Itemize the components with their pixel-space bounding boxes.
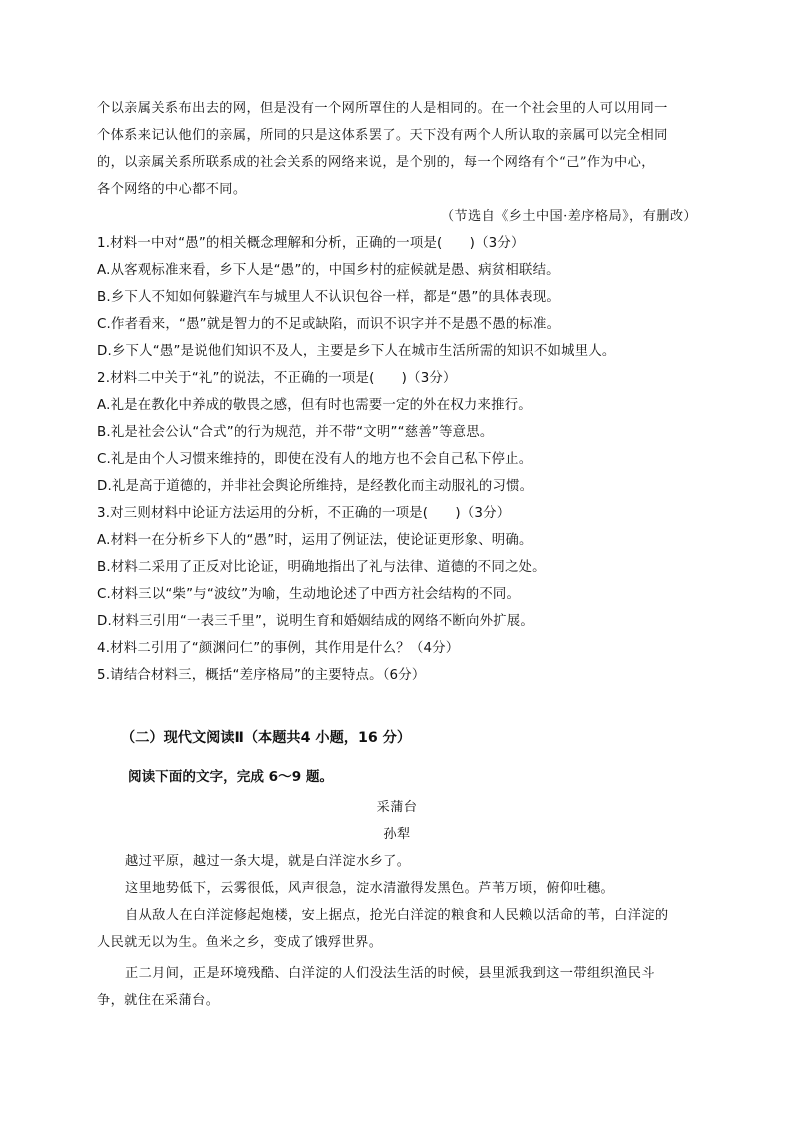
question-3-option-a: A.材料一在分析乡下人的“愚”时，运用了例证法，使论证更形象、明确。: [97, 533, 533, 548]
question-2-stem: 2.材料二中关于“礼”的说法，不正确的一项是( )（3分）: [97, 371, 457, 386]
question-1-stem: 1.材料一中对“愚”的相关概念理解和分析，正确的一项是( )（3分）: [97, 236, 525, 251]
story-paragraph-1: 越过平原，越过一条大堤，就是白洋淀水乡了。: [125, 854, 411, 869]
story-author: 孙犁: [383, 827, 411, 842]
question-5-stem: 5.请结合材料三，概括“差序格局”的主要特点。（6分）: [97, 668, 426, 683]
story-title: 采蒲台: [376, 800, 418, 815]
question-3-option-d: D.材料三引用“一表三千里”，说明生育和婚姻结成的网络不断向外扩展。: [97, 614, 534, 629]
question-1-option-a: A.从客观标准来看，乡下人是“愚”的，中国乡村的症候就是愚、病贫相联结。: [97, 263, 560, 278]
question-3-option-c: C.材料三以“柴”与“波纹”为喻，生动地论述了中西方社会结构的不同。: [97, 587, 521, 602]
passage1-source: （节选自《乡土中国·差序格局》，有删改）: [440, 209, 697, 224]
passage1-line-2: 个体系来记认他们的亲属，所同的只是这体系罢了。天下没有两个人所认取的亲属可以完全相同: [97, 128, 668, 143]
question-2-option-c: C.礼是由个人习惯来维持的，即使在没有人的地方也不会自己私下停止。: [97, 452, 533, 467]
story-paragraph-4-line-1: 正二月间，正是环境残酷、白洋淀的人们没法生活的时候，县里派我到这一带组织渔民斗: [125, 966, 655, 981]
passage1-line-4: 各个网络的中心都不同。: [97, 182, 247, 197]
section-2-heading: （二）现代文阅读Ⅱ（本题共4 小题，16 分）: [121, 730, 412, 746]
story-paragraph-2: 这里地势低下，云雾很低，风声很急，淀水清澈得发黑色。芦苇万顷，俯仰吐穗。: [125, 881, 615, 896]
story-paragraph-3-line-1: 自从敌人在白洋淀修起炮楼，安上据点，抢光白洋淀的粮食和人民赖以活命的苇，白洋淀的: [125, 908, 669, 923]
question-1-option-b: B.乡下人不知如何躲避汽车与城里人不认识包谷一样，都是“愚”的具体表现。: [97, 290, 561, 305]
section-2-instruction: 阅读下面的文字，完成 6～9 题。: [128, 769, 334, 785]
passage1-line-1: 个以亲属关系布出去的网，但是没有一个网所罩住的人是相同的。在一个社会里的人可以用同一: [97, 101, 668, 116]
question-1-option-c: C.作者看来，“愚”就是智力的不足或缺陷，而识不识字并不是愚不愚的标准。: [97, 317, 561, 332]
story-paragraph-4-line-2: 争，就住在采蒲台。: [97, 993, 220, 1008]
question-1-option-d: D.乡下人“愚”是说他们知识不及人，主要是乡下人在城市生活所需的知识不如城里人。: [97, 344, 616, 359]
story-paragraph-3-line-2: 人民就无以为生。鱼米之乡，变成了饿殍世界。: [97, 935, 383, 950]
passage1-line-3: 的，以亲属关系所联系成的社会关系的网络来说，是个别的，每一个网络有个“己”作为中心，: [97, 155, 655, 170]
question-2-option-d: D.礼是高于道德的，并非社会舆论所维持，是经教化而主动服礼的习惯。: [97, 479, 534, 494]
question-2-option-b: B.礼是社会公认“合式”的行为规范，并不带“文明”“慈善”等意思。: [97, 425, 494, 440]
question-2-option-a: A.礼是在教化中养成的敬畏之感，但有时也需要一定的外在权力来推行。: [97, 398, 532, 413]
question-4-stem: 4.材料二引用了“颜渊问仁”的事例，其作用是什么？（4分）: [97, 641, 460, 656]
question-3-stem: 3.对三则材料中论证方法运用的分析，不正确的一项是( )（3分）: [97, 506, 511, 521]
question-3-option-b: B.材料二采用了正反对比论证，明确地指出了礼与法律、道德的不同之处。: [97, 560, 546, 575]
